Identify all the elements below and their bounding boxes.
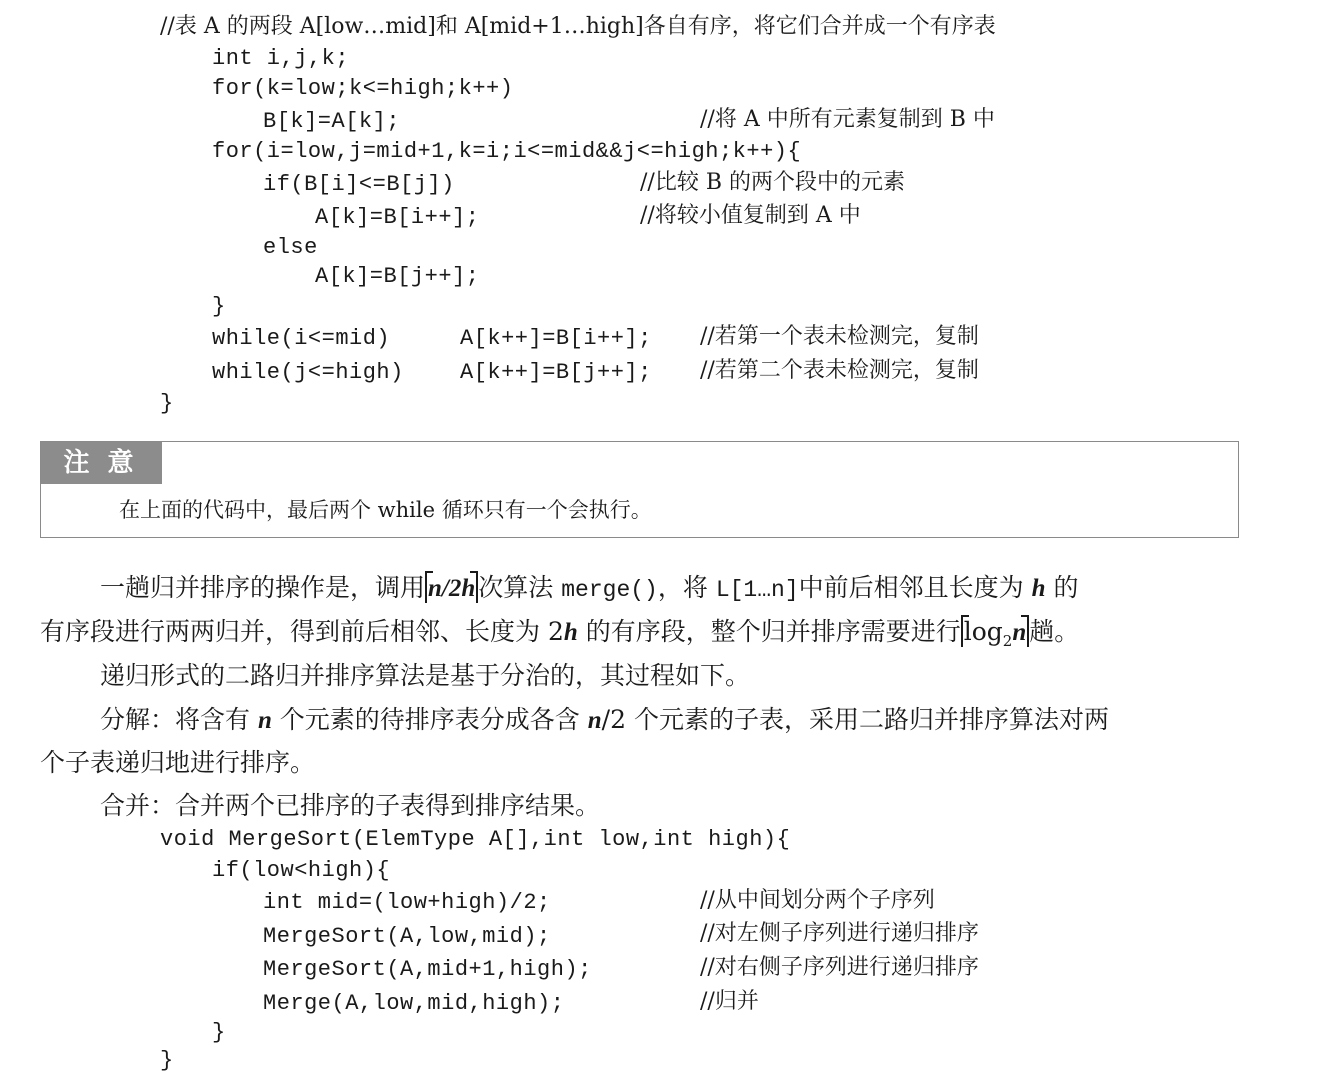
code-line: }: [212, 294, 226, 319]
text-run: 分解：将含有: [100, 705, 258, 734]
paragraph-2: 递归形式的二路归并排序算法是基于分治的，其过程如下。: [100, 661, 751, 690]
code-comment: //将 A 中所有元素复制到 B 中: [700, 107, 995, 132]
code-line: A[k]=B[i++];: [315, 205, 480, 230]
math-text: n/2h: [428, 575, 476, 602]
paragraph-4: 合并：合并两个已排序的子表得到排序结果。: [100, 791, 601, 820]
code-line: if(B[i]<=B[j]): [263, 172, 455, 197]
text-run: 的有序段，整个归并排序需要进行: [577, 617, 961, 646]
note-text: 在上面的代码中，最后两个 while 循环只有一个会执行。: [119, 498, 652, 522]
code-line: MergeSort(A,low,mid);: [263, 924, 551, 949]
code-line: Merge(A,low,mid,high);: [263, 991, 565, 1016]
code-line: for(k=low;k<=high;k++): [212, 76, 514, 101]
code-inline: L[1…n]: [715, 577, 799, 603]
ceiling-expression: [425, 573, 478, 604]
text-run: 次算法: [478, 573, 562, 602]
text-run: 有序段进行两两归并，得到前后相邻、长度为 2: [40, 617, 564, 646]
math-subscript: 2: [1002, 632, 1013, 650]
code-line: }: [160, 1048, 174, 1073]
code-comment: //归并: [700, 989, 759, 1014]
math-text: log: [963, 617, 1003, 646]
text-run: /2 个元素的子表，采用二路归并排序算法对两: [601, 705, 1109, 734]
text-run: ，将: [657, 573, 716, 602]
code-inline: merge(): [561, 577, 658, 603]
text-run: 趟。: [1029, 617, 1080, 646]
code-line: int i,j,k;: [212, 46, 350, 71]
code-line: A[k++]=B[j++];: [460, 360, 652, 385]
code-comment: //若第二个表未检测完，复制: [700, 358, 979, 383]
text-run: 的: [1045, 573, 1079, 602]
code-comment: //比较 B 的两个段中的元素: [640, 170, 905, 195]
code-line: if(low<high){: [212, 858, 391, 883]
math-text: n: [587, 707, 602, 734]
code-comment: //若第一个表未检测完，复制: [700, 324, 979, 349]
note-box: [40, 441, 1239, 538]
math-text: n: [1012, 619, 1027, 646]
code-header-comment: //表 A 的两段 A[low…mid]和 A[mid+1…high]各自有序，将它们合并成一个有序表: [160, 14, 996, 39]
paragraph-3-line-1: [100, 705, 1109, 736]
code-comment: //将较小值复制到 A 中: [640, 203, 861, 228]
code-line: }: [212, 1020, 226, 1045]
code-line: void MergeSort(ElemType A[],int low,int high){: [160, 827, 791, 852]
code-line: }: [160, 391, 174, 416]
math-text: n: [257, 707, 272, 734]
note-tag: 注意: [41, 442, 162, 484]
code-line: else: [263, 235, 318, 260]
paragraph-3-line-2: 个子表递归地进行排序。: [40, 748, 316, 777]
code-line: for(i=low,j=mid+1,k=i;i<=mid&&j<=high;k++){: [212, 139, 802, 164]
code-comment: //对右侧子序列进行递归排序: [700, 955, 979, 980]
text-run: 一趟归并排序的操作是，调用: [100, 573, 426, 602]
paragraph-1-line-1: [100, 573, 1078, 605]
math-text: h: [563, 619, 578, 646]
code-line: while(i<=mid): [212, 326, 391, 351]
code-line: MergeSort(A,mid+1,high);: [263, 957, 592, 982]
code-line: int mid=(low+high)/2;: [263, 890, 551, 915]
code-line: while(j<=high): [212, 360, 404, 385]
code-line: A[k++]=B[i++];: [460, 326, 652, 351]
math-text: h: [1031, 575, 1046, 602]
code-comment: //从中间划分两个子序列: [700, 888, 935, 913]
code-line: A[k]=B[j++];: [315, 264, 480, 289]
text-run: 中前后相邻且长度为: [798, 573, 1032, 602]
code-comment: //对左侧子序列进行递归排序: [700, 921, 979, 946]
ceiling-expression: [961, 617, 1030, 656]
code-line: B[k]=A[k];: [263, 109, 401, 134]
paragraph-1-line-2: [40, 617, 1079, 656]
text-run: 个元素的待排序表分成各含: [271, 705, 588, 734]
